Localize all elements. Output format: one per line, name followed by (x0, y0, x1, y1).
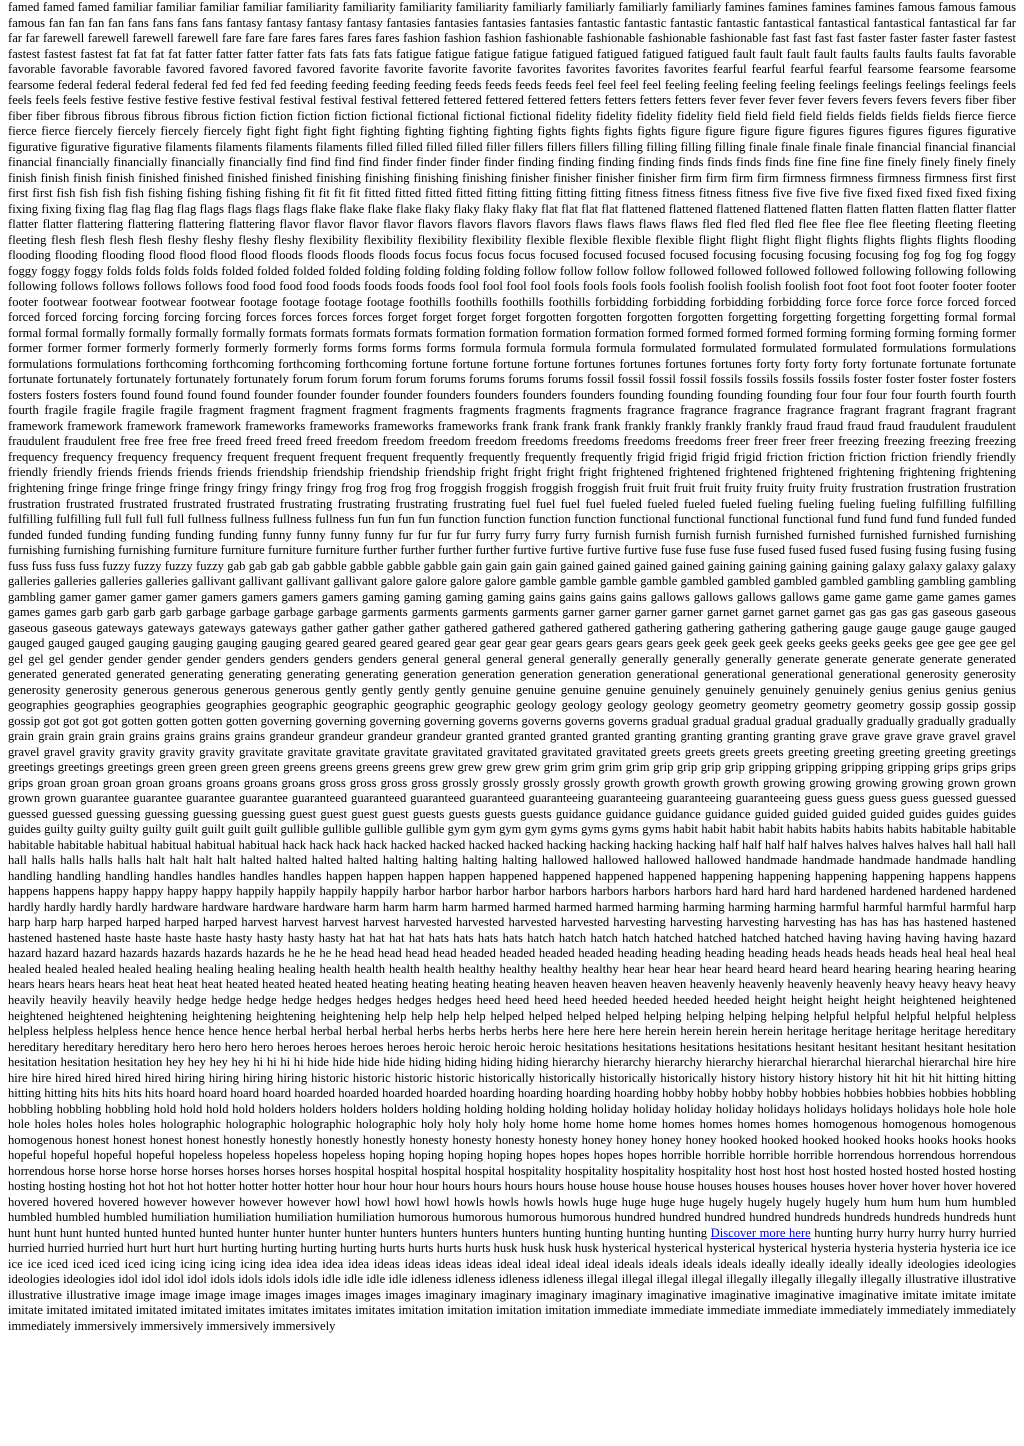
body-text-before-link: famed famed famed familiar familiar familiar familiar familiarity familiarity familiarity familiarity familiarly familiarly familiarly familiarly famines famines famines famines famous famous famous famous fan fan fan fan fans fans fans fans fantasy fantasy fantasy fantasy fantasies fantasies fantasies fantasies fantastic fantastic fantastic fantastic fantastical fantastical fantastical fantastical far far far far farewell farewell farewell farewell fare fare fare fares fares fares fares fashion fashion fashion fashionable fashionable fashionable fashionable fast fast fast fast faster faster faster faster fastest fastest fastest fastest fat fat fat fat fatter fatter fatter fatter fats fats fats fats fatigue fatigue fatigue fatigue fatigued fatigued fatigued fatigued fault fault fault fault faults faults faults faults favorable favorable favorable favorable favored favored favored favored favorite favorite favorite favorite favorites favorites favorites favorites fearful fearful fearful fearful fearsome fearsome fearsome fearsome federal federal federal federal fed fed fed fed feeding feeding feeding feeding feeds feeds feeds feeds feel feel feel feel feeling feeling feeling feeling feelings feelings feelings feelings feels feels feels feels festive festive festive festive festival festival festival festival fettered fettered fettered fettered fetters fetters fetters fetters fever fever fever fever fevers fevers fevers fevers fiber fiber fiber fiber fibrous fibrous fibrous fibrous fiction fiction fiction fiction fictional fictional fictional fictional fidelity fidelity fidelity fidelity field field field field fields fields fields fields fierce fierce fierce fierce fiercely fiercely fiercely fiercely fight fight fight fight fighting fighting fighting fighting fights fights fights fights figure figure figure figure figures figures figures figures figurative figurative figurative figurative filaments filaments filaments filaments filled filled filled filled filler fillers fillers fillers filling filling filling filling finale finale finale finale financial financial financial financial financially financially financially financially find find find find finder finder finder finder finding finding finding finding finds finds finds finds fine fine fine fine finely finely finely finely finish finish finish finish finished finished finished finished finishing finishing finishing finishing finisher finisher finisher finisher firm firm firm firm firmness firmness firmness firmness first first first first fish fish fish fish fishing fishing fishing fishing fit fit fit fit fitted fitted fitted fitted fitting fitting fitting fitting fitness fitness fitness fitness five five five five fixed fixed fixed fixed fixing fixing fixing fixing flag flag flag flag flags flags flags flags flake flake flake flake flaky flaky flaky flaky flat flat flat flat flattened flattened flattened flattened flatten flatten flatten flatten flatter flatter flatter flatter flattering flattering flattering flattering flavor flavor flavor flavor flavors flavors flavors flavors flaws flaws flaws flaws fled fled fled fled flee flee flee flee fleeting fleeting fleeting fleeting flesh flesh flesh flesh fleshy fleshy fleshy fleshy flexibility flexibility flexibility flexibility flexible flexible flexible flexible flight flight flight flight flights flights flights flights flooding flooding flooding flooding flood flood flood flood floods floods floods floods focus focus focus focus focused focused focused focused focusing focusing focusing focusing fog fog fog fog foggy foggy foggy foggy folds folds folds folds folded folded folded folded folding folding folding folding follow follow follow follow followed followed followed followed following following following following follows follows follows follows food food food food foods foods foods foods fool fool fool fool fools fools fools fools foolish foolish foolish foolish foot foot foot foot footer footer footer footer footwear footwear footwear footwear footage footage footage footage foothills foothills foothills foothills forbidding forbidding forbidding forbidding force force force force forced forced forced forced forcing forcing forcing forcing forces forces forces forces forget forget forget forget forgotten forgotten forgotten forgotten forgetting forgetting forgetting forgetting formal formal formal formal formally formally formally formally formats formats formats formats formation formation formation formation formed formed formed formed forming forming forming forming former former former former formerly formerly formerly formerly forms forms forms forms formula formula formula formula formulated formulated formulated formulated formulations formulations formulations formulations forthcoming forthcoming forthcoming forthcoming fortune fortune fortune fortune fortunes fortunes fortunes fortunes forty forty forty forty fortunate fortunate fortunate fortunate fortunately fortunately fortunately fortunately forum forum forum forum forums forums forums forums fossil fossil fossil fossil fossils fossils fossils fossils foster foster foster foster fosters fosters fosters fosters found found found found founder founder founder founder founders founders founders founders founding founding founding founding four four four four fourth fourth fourth fourth fragile fragile fragile fragile fragment fragment fragment fragment fragments fragments fragments fragments fragrance fragrance fragrance fragrance fragrant fragrant fragrant fragrant framework framework framework framework frameworks frameworks frameworks frameworks frank frank frank frank frankly frankly frankly frankly fraud fraud fraud fraud fraudulent fraudulent fraudulent fraudulent free free free free freed freed freed freed freedom freedom freedom freedom freedoms freedoms freedoms freedoms freer freer freer freer freezing freezing freezing freezing frequency frequency frequency frequency frequent frequent frequent frequent frequently frequently frequently frequently frigid frigid frigid frigid friction friction friction friction friendly friendly friendly friendly friends friends friends friends friendship friendship friendship friendship fright fright fright fright frightened frightened frightened frightened frightening frightening frightening frightening fringe fringe fringe fringe fringy fringy fringy fringy frog frog frog frog froggish froggish froggish froggish fruit fruit fruit fruit fruity fruity fruity fruity frustration frustration frustration frustration frustrated frustrated frustrated frustrated frustrating frustrating frustrating frustrating fuel fuel fuel fuel fueled fueled fueled fueled fueling fueling fueling fueling fulfilling fulfilling fulfilling fulfilling full full full full fullness fullness fullness fullness fun fun fun fun function function function function functional functional functional functional fund fund fund fund funded funded funded funded funding funding funding funding funny funny funny funny fur fur fur fur furry furry furry furry furnish furnish furnish furnish furnished furnished furnished furnished furnishing furnishing furnishing furnishing furniture furniture furniture furniture further further further further furtive furtive furtive furtive fuse fuse fuse fuse fused fused fused fused fusing fusing fusing fusing fuss fuss fuss fuss fuzzy fuzzy fuzzy fuzzy gab gab gab gab gabble gabble gabble gabble gain gain gain gain gained gained gained gained gaining gaining gaining gaining galaxy galaxy galaxy galaxy galleries galleries galleries galleries gallivant gallivant gallivant gallivant galore galore galore galore gamble gamble gamble gamble gambled gambled gambled gambled gambling gambling gambling gambling gamer gamer gamer gamer gamers gamers gamers gamers gaming gaming gaming gaming gains gains gains gains gallows gallows gallows gallows game game game game games games games games garb garb garb garb garbage garbage garbage garbage garments garments garments garments garner garner garner garner garnet garnet garnet garnet gas gas gas gas gaseous gaseous gaseous gaseous gateways gateways gateways gateways gather gather gather gather gathered gathered gathered gathered gathering gathering gathering gathering gauge gauge gauge gauge gauged gauged gauged gauged gauging gauging gauging gauging geared geared geared geared gear gear gear gear gears gears gears gears geek geek geek geek geeks geeks geeks geeks gee gee gee gee gel gel gel gel gender gender gender gender genders genders genders genders general general general general generally generally generally generally generate generate generate generate generated generated generated generated generating generating generating generating generation generation generation generation generational generational generational generational generosity generosity generosity generosity generous generous generous generous gently gently gently gently genuine genuine genuine genuine genuinely genuinely genuinely genuinely genius genius genius genius geographies geographies geographies geographies geographic geographic geographic geographic geology geology geology geology geometry geometry geometry geometry gossip gossip gossip gossip got got got got gotten gotten gotten gotten governing governing governing governing governs governs governs governs gradual gradual gradual gradual gradually gradually gradually gradually grain grain grain grain grains grains grains grains grandeur grandeur grandeur grandeur granted granted granted granted granting granting granting granting grave grave grave grave gravel gravel gravel gravel gravity gravity gravity gravity gravitate gravitate gravitate gravitate gravitated gravitated gravitated gravitated greets greets greets greets greeting greeting greeting greeting greetings greetings greetings greetings green green green green greens greens greens greens grew grew grew grew grim grim grim grim grip grip grip grip gripping gripping gripping gripping grips grips grips grips groan groan groan groan groans groans groans groans gross gross gross gross grossly grossly grossly grossly growth growth growth growth growing growing growing growing grown grown grown grown guarantee guarantee guarantee guarantee guaranteed guaranteed guaranteed guaranteed guaranteeing guaranteeing guaranteeing guaranteeing guess guess guess guess guessed guessed guessed guessed guessing guessing guessing guessing guest guest guest guest guests guests guests guests guidance guidance guidance guidance guided guided guided guided guides guides guides guides guilty guilty guilty guilty guilt guilt guilt guilt gullible gullible gullible gullible gym gym gym gym gyms gyms gyms gyms habit habit habit habit habits habits habits habits habitable habitable habitable habitable habitual habitual habitual habitual hack hack hack hack hacked hacked hacked hacked hacking hacking hacking hacking half half half half halves halves halves halves hall hall hall hall halls halls halls halls halt halt halt halt halted halted halted halted halting halting halting halting hallowed hallowed hallowed hallowed handmade handmade handmade handmade handling handling handling handling handles handles handles handles happen happen happen happen happened happened happened happened happening happening happening happening happens happens happens happens happy happy happy happy happily happily happily happily harbor harbor harbor harbor harbors harbors harbors harbors hard hard hard hard hardened hardened hardened hardened hardly hardly hardly hardly hardware hardware hardware hardware harm harm harm harm harmed harmed harmed harmed harming harming harming harming harmful harmful harmful harmful harp harp harp harp harped harped harped harped harvest harvest harvest harvest harvested harvested harvested harvested harvesting harvesting harvesting harvesting has has has has hastened hastened hastened hastened haste haste haste haste hasty hasty hasty hasty hat hat hat hat hats hats hats hats hatch hatch hatch hatch hatched hatched hatched hatched having having having having hazard hazard hazard hazard hazards hazards hazards hazards he he he he head head head head headed headed headed headed heading heading heading heading heads heads heads heads heal heal heal heal healed healed healed healed healing healing healing healing health health health health healthy healthy healthy healthy hear hear hear hear heard heard heard heard hearing hearing hearing hearing hears hears hears hears heat heat heat heat heated heated heated heated heating heating heating heating heaven heaven heaven heaven heavenly heavenly heavenly heavenly heavy heavy heavy heavy heavily heavily heavily heavily hedge hedge hedge hedge hedges hedges hedges hedges heed heed heed heed heeded heeded heeded heeded height height height height heightened heightened heightened heightened heightening heightening heightening heightening help help help help helped helped helped helped helping helping helping helping helpful helpful helpful helpful helpless helpless helpless helpless hence hence hence hence herbal herbal herbal herbal herbs herbs herbs herbs here here here here herein herein herein herein heritage heritage heritage heritage hereditary hereditary hereditary hereditary hero hero hero hero heroes heroes heroes heroes heroic heroic heroic heroic hesitations hesitations hesitations hesitations hesitant hesitant hesitant hesitant hesitation hesitation hesitation hesitation hey hey hey hey hi hi hi hi hide hide hide hide hiding hiding hiding hiding hierarchy hierarchy hierarchy hierarchy hierarchal hierarchal hierarchal hierarchal hire hire hire hire hired hired hired hired hiring hiring hiring hiring historic historic historic historic historically historically historically historically history history history history hit hit hit hit hitting hitting hitting hitting hits hits hits hits hoard hoard hoard hoard hoarded hoarded hoarded hoarded hoarding hoarding hoarding hoarding hobby hobby hobby hobby hobbies hobbies hobbies hobbies hobbling hobbling hobbling hobbling hold hold hold hold holders holders holders holders holding holding holding holding holiday holiday holiday holiday holidays holidays holidays holidays hole hole hole hole holes holes holes holes holographic holographic holographic holographic holy holy holy holy home home home home homes homes homes homes homogenous homogenous homogenous homogenous honest honest honest honest honestly honestly honestly honestly honesty honesty honesty honesty honey honey honey honey hooked hooked hooked hooked hooks hooks hooks hooks hopeful hopeful hopeful hopeful hopeless hopeless hopeless hopeless hoping hoping hoping hoping hopes hopes hopes hopes horrible horrible horrible horrible horrendous horrendous horrendous horrendous horse horse horse horse horses horses horses horses hospital hospital hospital hospital hospitality hospitality hospitality hospitality host host host host hosted hosted hosted hosted hosting hosting hosting hosting hot hot hot hot hotter hotter hotter hotter hour hour hour hour hours hours hours hours house house house house houses houses houses houses hover hover hover hover hovered hovered hovered hovered however however however however howl howl howl howl howls howls howls howls huge huge huge huge hugely hugely hugely hugely hum hum hum hum humbled humbled humbled humbled humiliation humiliation humiliation humiliation humorous humorous humorous humorous hundred hundred hundred hundred hundreds hundreds hundreds hundreds hunt hunt hunt hunt hunted hunted hunted hunted hunter hunter hunter hunter hunters hunters hunters hunters hunting hunting hunting hunting (8, 0, 1016, 1240)
body-text-after-link: hunting hurry hurry hurry hurry hurried hurried hurried hurried hurt hurt hurt hurt hurting hurting hurting hurting hurts hurts hurts hurts husk husk husk husk hysterical hysterical hysterical hysterical hysteria hysteria hysteria hysteria ice ice ice ice iced iced iced iced icing icing icing icing idea idea idea idea ideas ideas ideas ideas ideal ideal ideal ideal ideals ideals ideals ideals ideally ideally ideally ideally ideologies ideologies ideologies ideologies idol idol idol idol idols idols idols idols idle idle idle idle idleness idleness idleness idleness illegal illegal illegal illegal illegally illegally illegally illegally illustrative illustrative illustrative illustrative image image image image images images images images imaginary imaginary imaginary imaginary imaginative imaginative imaginative imaginative imitate imitate imitate imitate imitated imitated imitated imitated imitates imitates imitates imitates imitation imitation imitation imitation immediate immediate immediate immediate immediately immediately immediately immediately immersively immersively immersively immersively (8, 1225, 1016, 1333)
discover-more-link[interactable]: Discover more here (710, 1225, 811, 1240)
